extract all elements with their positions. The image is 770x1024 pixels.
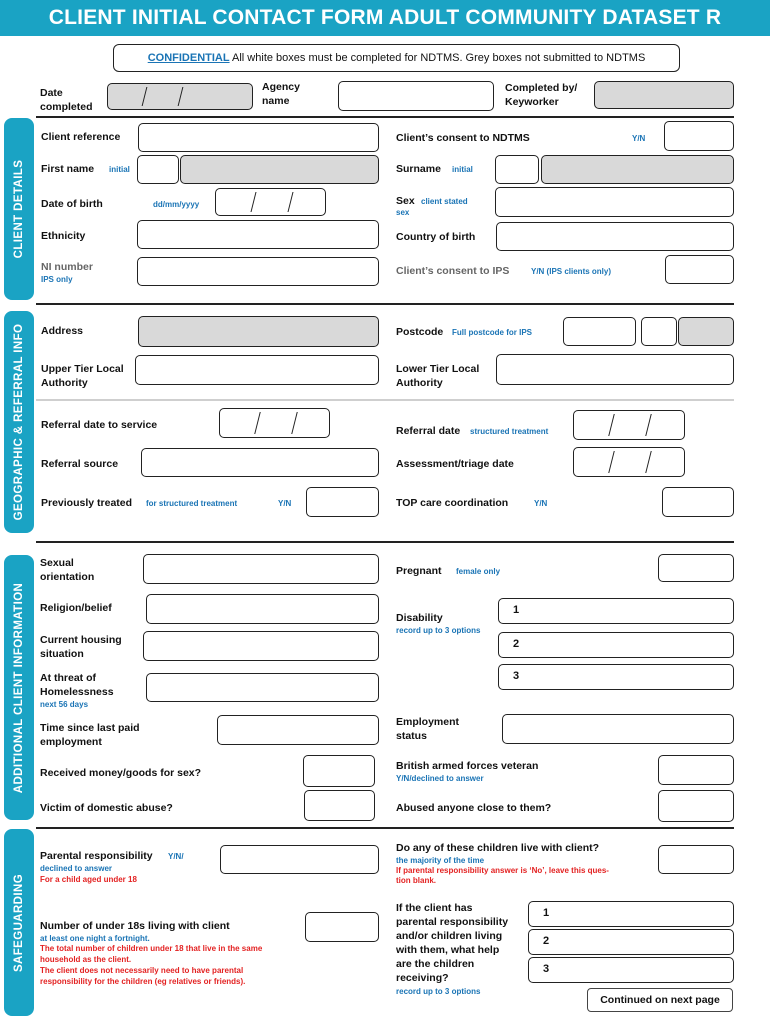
- religion-label: Religion/belief: [40, 602, 112, 614]
- homelessness-field[interactable]: [146, 673, 379, 702]
- divider: [36, 827, 734, 829]
- pregnant-label: Pregnant: [396, 565, 442, 577]
- disability-option-2[interactable]: 2: [498, 632, 734, 658]
- ethnicity-field[interactable]: [137, 220, 379, 249]
- continued-next-page: Continued on next page: [587, 988, 733, 1012]
- address-field[interactable]: [138, 316, 379, 347]
- previously-treated-field[interactable]: [306, 487, 379, 517]
- disability-option-1[interactable]: 1: [498, 598, 734, 624]
- domestic-abuse-label: Victim of domestic abuse?: [40, 802, 173, 814]
- divider: [36, 116, 734, 118]
- top-care-yn: Y/N: [534, 499, 548, 508]
- top-care-label: TOP care coordination: [396, 497, 509, 509]
- pregnant-hint: female only: [456, 567, 501, 576]
- children-help-option-1[interactable]: 1: [528, 901, 734, 927]
- postcode-part3-field[interactable]: [678, 317, 734, 346]
- divider: [36, 541, 734, 543]
- under18-hint: at least one night a fortnight.: [40, 934, 150, 943]
- consent-ips-hint: Y/N (IPS clients only): [531, 267, 612, 276]
- section-safeguarding: SAFEGUARDING: [4, 829, 34, 1016]
- sex-hint-2: sex: [396, 208, 410, 217]
- parental-field[interactable]: [220, 845, 379, 874]
- children-help-hint: record up to 3 options: [396, 987, 481, 996]
- confidential-banner: [113, 44, 680, 72]
- postcode-hint: Full postcode for IPS: [452, 328, 533, 337]
- children-help-option-2[interactable]: 2: [528, 929, 734, 955]
- confidential-text: All white boxes must be completed for NDTMS. Grey boxes not submitted to NDTMS: [229, 52, 646, 64]
- sex-label: Sex: [396, 195, 415, 207]
- referral-date-label: Referral date: [396, 425, 461, 437]
- parental-note: For a child aged under 18: [40, 875, 137, 884]
- disability-label: Disability: [396, 612, 443, 624]
- employment-status-field[interactable]: [502, 714, 734, 744]
- sex-hint-1: client stated: [421, 197, 468, 206]
- upper-tier-label: Upper Tier Local Authority: [41, 363, 124, 389]
- pregnant-field[interactable]: [658, 554, 734, 582]
- assessment-date-field[interactable]: [573, 447, 685, 477]
- children-live-hint: the majority of the time: [396, 856, 485, 865]
- postcode-part2-field[interactable]: [641, 317, 677, 346]
- under18-note-3: The client does not necessarily need to have parental: [40, 966, 244, 975]
- postcode-part1-field[interactable]: [563, 317, 636, 346]
- disability-option-3[interactable]: 3: [498, 664, 734, 690]
- client-reference-field[interactable]: [138, 123, 379, 152]
- country-of-birth-label: Country of birth: [396, 231, 476, 243]
- money-for-sex-field[interactable]: [303, 755, 375, 787]
- completed-by-label: Completed by/ Keyworker: [505, 82, 578, 108]
- children-live-label: Do any of these children live with client?: [396, 842, 600, 854]
- surname-label: Surname: [396, 163, 441, 175]
- money-for-sex-label: Received money/goods for sex?: [40, 767, 202, 779]
- religion-field[interactable]: [146, 594, 379, 624]
- postcode-label: Postcode: [396, 326, 444, 338]
- housing-field[interactable]: [143, 631, 379, 661]
- disability-hint: record up to 3 options: [396, 626, 481, 635]
- under18-note-4: responsibility for the children (eg relatives or friends).: [40, 977, 246, 986]
- veteran-field[interactable]: [658, 755, 734, 785]
- referral-date-hint: structured treatment: [470, 427, 549, 436]
- section-additional-info: ADDITIONAL CLIENT INFORMATION: [4, 555, 34, 820]
- sex-field[interactable]: [495, 187, 734, 217]
- surname-field[interactable]: [541, 155, 734, 184]
- veteran-hint: Y/N/declined to answer: [396, 774, 484, 783]
- time-since-paid-label: Time since last paid employment: [40, 722, 140, 748]
- form-title: CLIENT INITIAL CONTACT FORM ADULT COMMUNITY DATASET R: [0, 0, 770, 36]
- previously-treated-hint: for structured treatment: [146, 499, 238, 508]
- employment-status-label: Employment status: [396, 716, 460, 742]
- sexual-orientation-label: Sexual orientation: [40, 557, 95, 583]
- lower-tier-label: Lower Tier Local Authority: [396, 363, 480, 389]
- children-help-option-3[interactable]: 3: [528, 957, 734, 983]
- divider: [36, 303, 734, 305]
- country-of-birth-field[interactable]: [496, 222, 734, 251]
- parental-hint-1: Y/N/: [168, 852, 184, 861]
- under18-label: Number of under 18s living with client: [40, 920, 230, 932]
- domestic-abuse-field[interactable]: [304, 790, 375, 821]
- homelessness-hint: next 56 days: [40, 700, 89, 709]
- top-care-field[interactable]: [662, 487, 734, 517]
- client-reference-label: Client reference: [41, 131, 121, 143]
- ni-number-label: NI number: [41, 261, 93, 273]
- assessment-date-label: Assessment/triage date: [396, 458, 514, 470]
- agency-name-label: Agency name: [262, 81, 300, 107]
- surname-initial-field[interactable]: [495, 155, 539, 184]
- ni-number-hint: IPS only: [41, 275, 73, 284]
- consent-ips-field[interactable]: [665, 255, 734, 284]
- time-since-paid-field[interactable]: [217, 715, 379, 745]
- homelessness-label: At threat of Homelessness: [40, 672, 114, 698]
- referral-date-service-field[interactable]: [219, 408, 330, 438]
- agency-name-field[interactable]: [338, 81, 494, 111]
- first-name-initial-field[interactable]: [137, 155, 179, 184]
- dob-field[interactable]: [215, 188, 326, 216]
- sexual-orientation-field[interactable]: [143, 554, 379, 584]
- children-help-label: If the client has parental responsibility and/or children living with them, what help are the children receiving?: [396, 902, 509, 984]
- children-live-note-1: If parental responsibility answer is ‘No’, leave this ques-: [396, 866, 609, 875]
- housing-label: Current housing situation: [40, 634, 122, 660]
- first-name-field[interactable]: [180, 155, 379, 184]
- referral-date-service-label: Referral date to service: [41, 419, 158, 431]
- under18-field[interactable]: [305, 912, 379, 942]
- date-completed-field[interactable]: [107, 83, 253, 110]
- surname-hint: initial: [452, 165, 473, 174]
- abused-close-label: Abused anyone close to them?: [396, 802, 552, 814]
- first-name-hint: initial: [109, 165, 130, 174]
- abused-close-field[interactable]: [658, 790, 734, 822]
- under18-note-2: household as the client.: [40, 955, 132, 964]
- referral-source-field[interactable]: [141, 448, 379, 477]
- ethnicity-label: Ethnicity: [41, 230, 86, 242]
- parental-hint-2: declined to answer: [40, 864, 113, 873]
- upper-tier-field[interactable]: [135, 355, 379, 385]
- first-name-label: First name: [41, 163, 95, 175]
- address-label: Address: [41, 325, 84, 337]
- divider: [36, 399, 734, 401]
- ni-number-field[interactable]: [137, 257, 379, 286]
- referral-source-label: Referral source: [41, 458, 119, 470]
- dob-label: Date of birth: [41, 198, 103, 210]
- completed-by-field[interactable]: [594, 81, 734, 109]
- confidential-label: CONFIDENTIAL: [147, 52, 230, 64]
- consent-ips-label: Client’s consent to IPS: [396, 265, 510, 277]
- consent-ndtms-field[interactable]: [664, 121, 734, 151]
- veteran-label: British armed forces veteran: [396, 760, 539, 772]
- children-live-note-2: tion blank.: [396, 876, 436, 885]
- previously-treated-yn: Y/N: [278, 499, 292, 508]
- previously-treated-label: Previously treated: [41, 497, 133, 509]
- referral-date-field[interactable]: [573, 410, 685, 440]
- section-geographic-referral: GEOGRAPHIC & REFERRAL INFO: [4, 311, 34, 533]
- consent-ndtms-label: Client’s consent to NDTMS: [396, 132, 530, 144]
- section-client-details: CLIENT DETAILS: [4, 118, 34, 300]
- parental-label: Parental responsibility: [40, 850, 153, 862]
- dob-hint: dd/mm/yyyy: [153, 200, 200, 209]
- under18-note-1: The total number of children under 18 that live in the same: [40, 944, 263, 953]
- consent-ndtms-hint: Y/N: [632, 134, 646, 143]
- children-live-field[interactable]: [658, 845, 734, 874]
- lower-tier-field[interactable]: [496, 354, 734, 385]
- date-completed-label: Date completed: [40, 87, 93, 113]
